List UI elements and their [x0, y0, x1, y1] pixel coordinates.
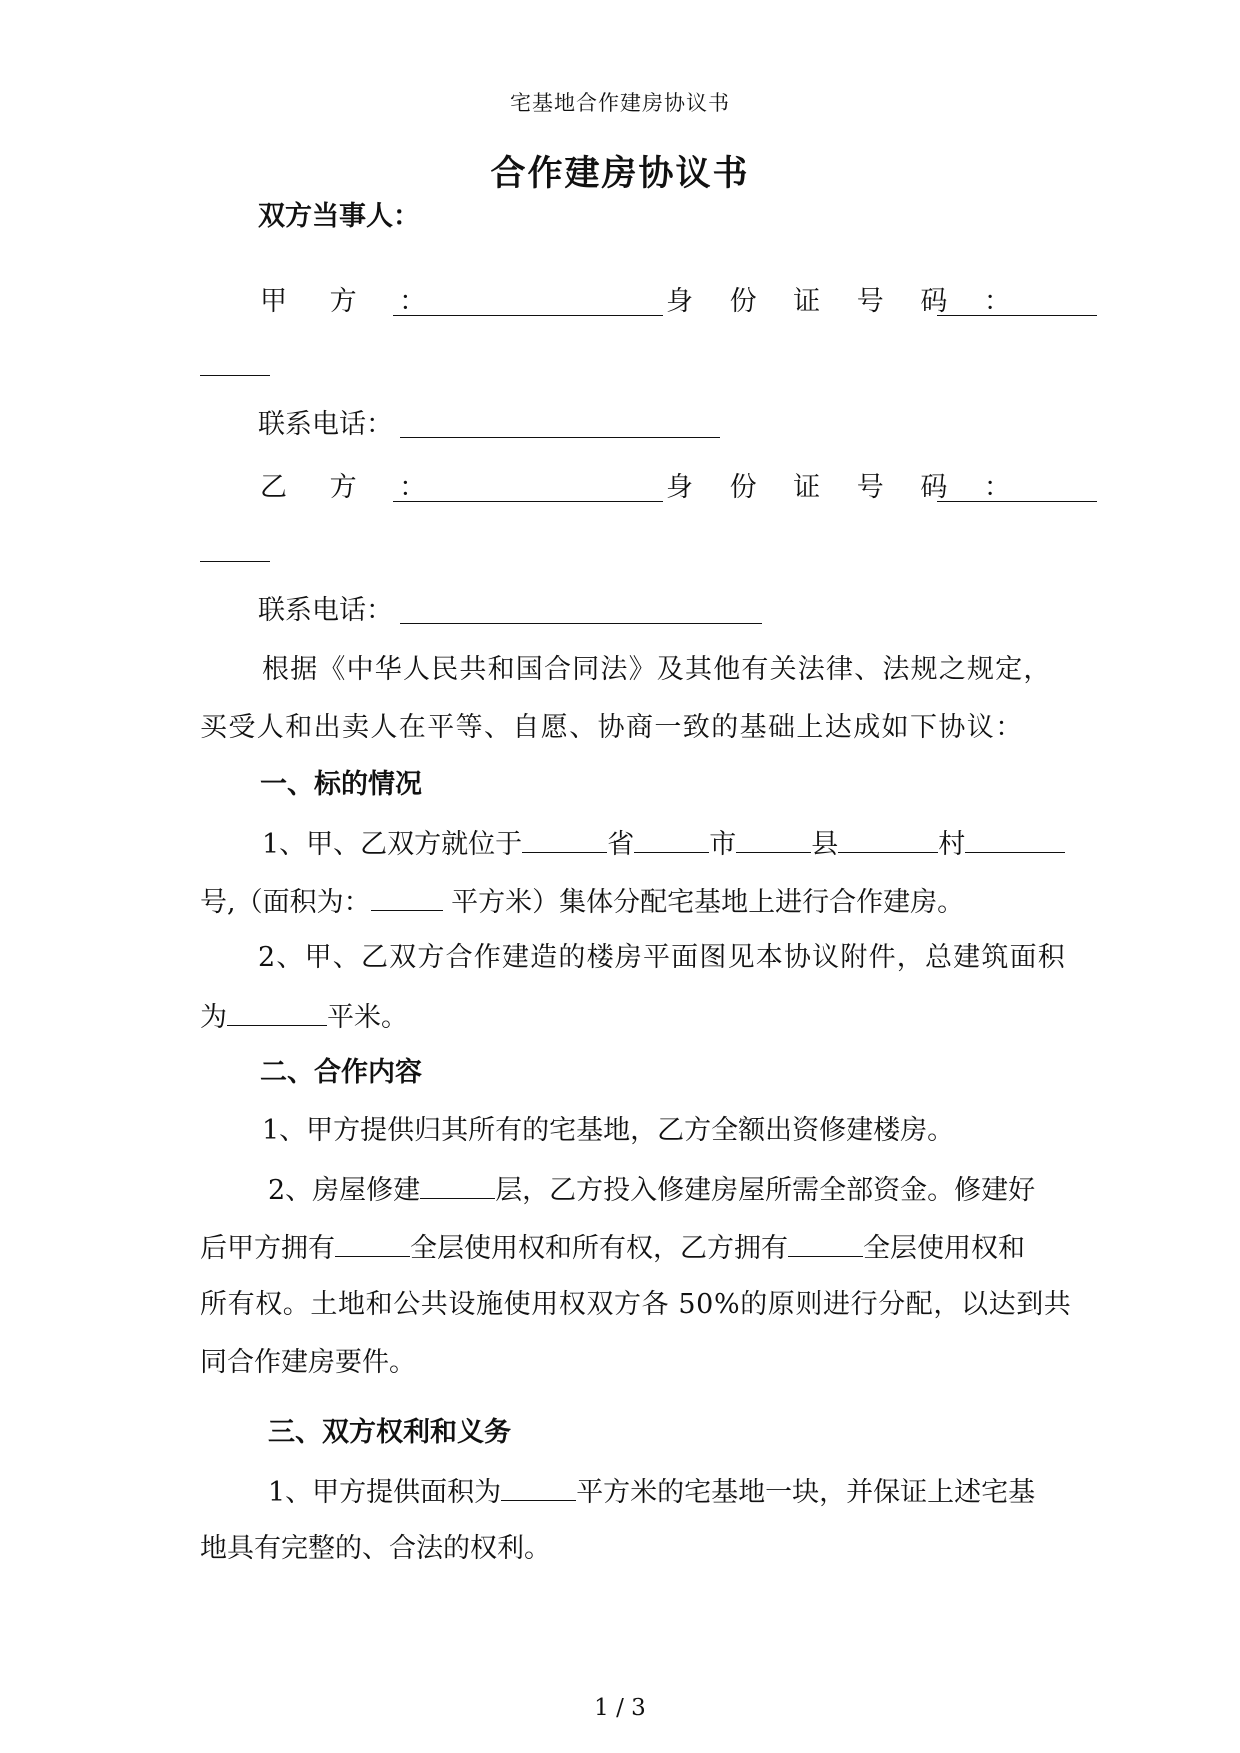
- party-b-floors-blank[interactable]: [788, 1230, 863, 1257]
- section-1-item-2-line-2: [200, 999, 408, 1035]
- party-b-id-blank[interactable]: [937, 501, 1097, 502]
- document-title: 合作建房协议书: [490, 153, 750, 194]
- s1i2-line2-suffix: 平米。: [327, 1002, 408, 1033]
- section-2-item-2-line-2: [200, 1230, 1025, 1266]
- village-blank[interactable]: [838, 826, 938, 853]
- section-2-item-2-line-3: 所有权。土地和公共设施使用权双方各 50%的原则进行分配，以达到共: [200, 1289, 1072, 1320]
- s1i1-line2-prefix: 号,（面积为：: [200, 887, 371, 918]
- s1i2-line2-prefix: 为: [200, 1002, 227, 1033]
- party-a-label-text: 甲 方 ：: [260, 286, 444, 317]
- section-1-heading: 一、标的情况: [260, 769, 422, 800]
- section-3-heading: 三、双方权利和义务: [268, 1417, 511, 1448]
- party-b-name-blank[interactable]: [393, 501, 663, 502]
- section-1-item-1-line-2: [200, 884, 964, 920]
- s2i2-p3: 后甲方拥有: [200, 1233, 335, 1264]
- city-label: 市: [709, 829, 737, 860]
- party-a-floors-blank[interactable]: [335, 1230, 410, 1257]
- party-b-id-label: [666, 471, 1025, 505]
- party-a-phone-label: 联系电话：: [258, 409, 393, 440]
- party-a-id-label-text: 身 份 证 号 码 ：: [666, 286, 1025, 317]
- section-3-item-1-line-1: [268, 1474, 1035, 1510]
- city-blank[interactable]: [634, 826, 709, 853]
- county-label: 县: [811, 829, 839, 860]
- s2i2-p5: 全层使用权和: [863, 1233, 1025, 1264]
- s2i2-p1: 2、房屋修建: [268, 1175, 421, 1206]
- intro-line-1: 根据《中华人民共和国合同法》及其他有关法律、法规之规定，: [262, 654, 1052, 685]
- county-blank[interactable]: [736, 826, 811, 853]
- page-number: 1 / 3: [594, 1695, 646, 1721]
- section-1-item-2-line-1: 2、甲、乙双方合作建造的楼房平面图见本协议附件，总建筑面积: [258, 942, 1066, 973]
- party-b-phone-label: 联系电话：: [258, 595, 393, 626]
- party-a-phone-blank[interactable]: [400, 437, 720, 438]
- house-number-blank[interactable]: [965, 826, 1065, 853]
- village-label: 村: [938, 829, 966, 860]
- area-blank[interactable]: [371, 884, 443, 911]
- section-2-item-2-line-1: [268, 1172, 1035, 1208]
- section-2-item-1: 1、甲方提供归其所有的宅基地，乙方全额出资修建楼房。: [262, 1115, 955, 1146]
- section-1-item-1-line-1: [262, 826, 1065, 862]
- party-a-id-blank[interactable]: [937, 315, 1097, 316]
- s2i2-p4: 全层使用权和所有权，乙方拥有: [410, 1233, 788, 1264]
- s3i1-p1: 1、甲方提供面积为: [268, 1477, 502, 1508]
- party-a-label: [260, 285, 443, 319]
- section-2-heading: 二、合作内容: [260, 1057, 422, 1088]
- section-3-item-1-line-2: 地具有完整的、合法的权利。: [200, 1533, 551, 1564]
- party-b-id-label-text: 身 份 证 号 码 ：: [666, 472, 1025, 503]
- running-header: 宅基地合作建房协议书: [510, 91, 730, 115]
- party-a-name-blank[interactable]: [393, 315, 663, 316]
- s1i1-prefix: 1、甲、乙双方就位于: [262, 829, 523, 860]
- intro-line-2: 买受人和出卖人在平等、自愿、协商一致的基础上达成如下协议：: [200, 712, 1024, 743]
- party-b-phone-blank[interactable]: [400, 623, 762, 624]
- s3i1-p2: 平方米的宅基地一块，并保证上述宅基: [576, 1477, 1036, 1508]
- homestead-area-blank[interactable]: [501, 1474, 576, 1501]
- total-area-blank[interactable]: [227, 999, 327, 1026]
- party-a-id-blank-cont: [200, 375, 270, 376]
- section-2-item-2-line-4: 同合作建房要件。: [200, 1347, 416, 1378]
- s2i2-p2: 层，乙方投入修建房屋所需全部资金。修建好: [495, 1175, 1036, 1206]
- province-blank[interactable]: [522, 826, 607, 853]
- party-b-label: [260, 471, 443, 505]
- party-b-label-text: 乙 方 ：: [260, 472, 444, 503]
- province-label: 省: [607, 829, 635, 860]
- parties-heading: 双方当事人：: [258, 201, 420, 232]
- party-a-id-label: [666, 285, 1025, 319]
- party-b-id-blank-cont: [200, 561, 270, 562]
- floors-blank[interactable]: [420, 1172, 495, 1199]
- s1i1-line2-suffix: 平方米）集体分配宅基地上进行合作建房。: [442, 887, 965, 918]
